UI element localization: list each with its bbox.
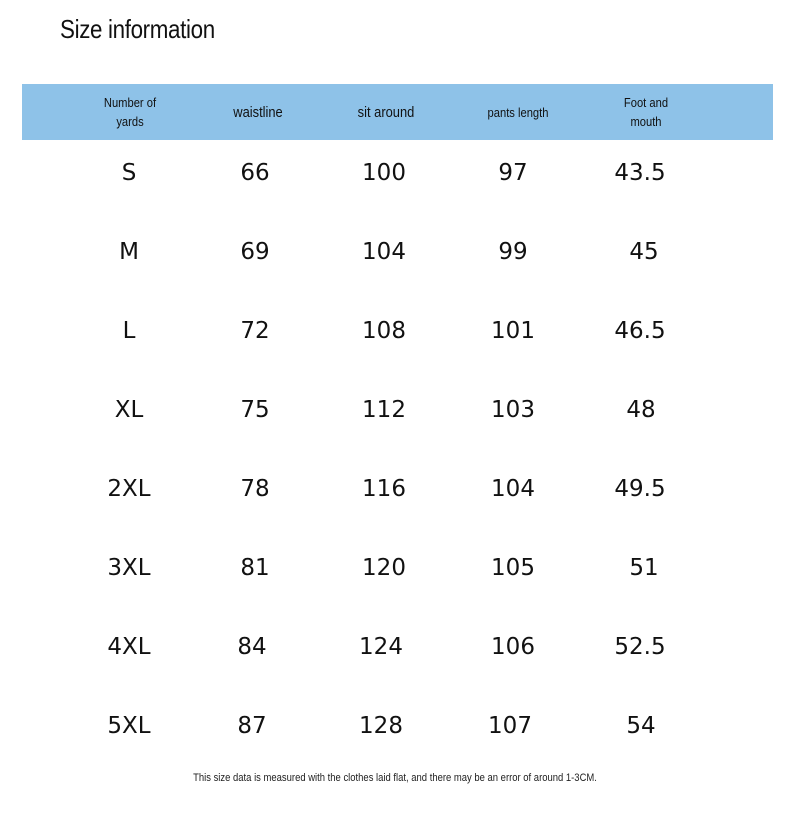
pants-length-cell: 97: [498, 160, 528, 186]
table-row: [0, 232, 790, 272]
foot-and-mouth-cell: 48: [626, 397, 656, 423]
foot-and-mouth-cell: 54: [626, 713, 656, 739]
pants-length-cell: 106: [491, 634, 535, 660]
sit-around-cell: 116: [362, 476, 406, 502]
sit-around-cell: 104: [362, 239, 406, 265]
foot-and-mouth-cell: 46.5: [614, 318, 666, 344]
pants-length-cell: 107: [488, 713, 532, 739]
measurement-note: This size data is measured with the clothes laid flat, and there may be an error of around 1-3CM.: [193, 772, 597, 784]
pants-length-cell: 104: [491, 476, 535, 502]
header-sit-around: sit around: [357, 103, 415, 121]
size-information-title: Size information: [60, 14, 215, 44]
pants-length-cell: 101: [491, 318, 535, 344]
waistline-cell: 75: [240, 397, 270, 423]
header-pants-length: pants length: [487, 104, 549, 120]
size-cell: M: [119, 239, 139, 265]
foot-and-mouth-cell: 52.5: [614, 634, 666, 660]
table-header: [22, 84, 773, 140]
sit-around-cell: 108: [362, 318, 406, 344]
foot-and-mouth-cell: 49.5: [614, 476, 666, 502]
waistline-cell: 84: [237, 634, 267, 660]
table-row: [0, 469, 790, 509]
sit-around-cell: 124: [359, 634, 403, 660]
pants-length-cell: 105: [491, 555, 535, 581]
header-waistline: waistline: [233, 103, 283, 121]
pants-length-cell: 99: [498, 239, 528, 265]
size-cell: 3XL: [107, 555, 151, 581]
header-number-of-yards: Number of yards: [103, 95, 157, 129]
foot-and-mouth-cell: 45: [629, 239, 659, 265]
waistline-cell: 87: [237, 713, 267, 739]
waistline-cell: 78: [240, 476, 270, 502]
size-cell: S: [121, 160, 137, 186]
waistline-cell: 69: [240, 239, 270, 265]
table-row: [0, 311, 790, 351]
table-row: [0, 627, 790, 667]
waistline-cell: 66: [240, 160, 270, 186]
size-cell: L: [122, 318, 136, 344]
table-row: [0, 548, 790, 588]
pants-length-cell: 103: [491, 397, 535, 423]
table-row: [0, 390, 790, 430]
sit-around-cell: 128: [359, 713, 403, 739]
table-row: [0, 153, 790, 193]
size-cell: XL: [114, 397, 144, 423]
sit-around-cell: 112: [362, 397, 406, 423]
size-cell: 2XL: [107, 476, 151, 502]
foot-and-mouth-cell: 51: [629, 555, 659, 581]
waistline-cell: 72: [240, 318, 270, 344]
foot-and-mouth-cell: 43.5: [614, 160, 666, 186]
sit-around-cell: 100: [362, 160, 406, 186]
table-row: [0, 706, 790, 746]
sit-around-cell: 120: [362, 555, 406, 581]
header-foot-and-mouth: Foot and mouth: [623, 95, 669, 129]
size-cell: 5XL: [107, 713, 151, 739]
waistline-cell: 81: [240, 555, 270, 581]
size-cell: 4XL: [107, 634, 151, 660]
